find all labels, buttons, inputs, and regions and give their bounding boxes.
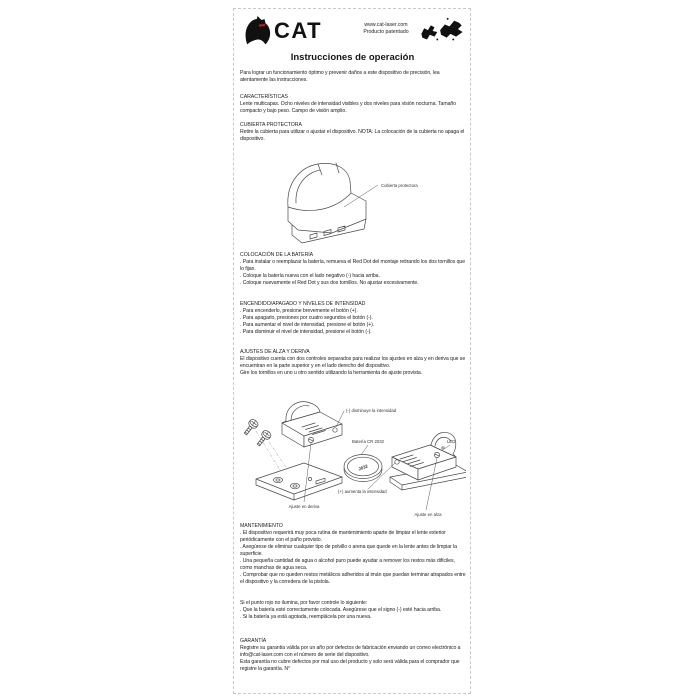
section-heading: AJUSTES DE ALZA Y DERIVA	[240, 349, 310, 355]
list-item: . Para instalar o reemplazar la batería, remueva el Red Dot del montaje retirando los dos tornillos que lo fijan.	[240, 259, 466, 272]
diagram-label-led: LED	[447, 439, 456, 444]
list-item: . Coloque nuevamente el Red Dot y sus dos tornillos. No ajustar excesivamente.	[240, 280, 419, 286]
diagram-label-increase: (+) aumenta la intensidad	[338, 489, 387, 494]
section-cubierta	[240, 122, 465, 143]
list-item: . Para aumentar el nivel de intensidad, presione el botón (+).	[240, 322, 375, 328]
intro-paragraph: Para lograr un funcionamiento óptimo y prevenir daños a este dispositivo de precisión, lea atentamente las instrucciones.	[240, 70, 440, 83]
section-heading: COLOCACIÓN DE LA BATERÍA	[240, 252, 314, 258]
diagram-label-cover: Cubierta protectora	[381, 183, 418, 188]
section-heading: MANTENIMIENTO	[240, 523, 283, 529]
list-item: . Para encenderlo, presione brevemente el botón (+).	[240, 308, 358, 314]
diagram-label-elevation: Ajuste en alza	[414, 512, 442, 517]
section-punto-rojo	[240, 600, 465, 621]
list-item: . Comprobar que no queden restos metálicos adheridos al imán que puedan terminar atrapados entre el dispositivo y la corredera de la pistola.	[240, 572, 466, 585]
section-body: Retire la cubierta para utilizar o ajustar el dispositivo. NOTA: La colocación de la cubierta no apaga el dispositivo.	[240, 129, 465, 142]
header	[240, 15, 465, 49]
section-heading: ENCENDIDO/APAGADO Y NIVELES DE INTENSIDAD	[240, 301, 366, 307]
diagram-label-windage: Ajuste en deriva	[288, 504, 320, 509]
section-garantia	[240, 638, 465, 673]
section-body: Lente multicapas. Ocho niveles de intensidad visibles y dos niveles para visión nocturna. Tamaño compacto y bajo peso. Campo de visión amplio.	[240, 101, 456, 114]
mount-base-drawing	[256, 463, 342, 500]
battery-engraving: 2032	[357, 463, 369, 472]
screw-icon	[255, 429, 272, 448]
exploded-view-diagram	[240, 391, 466, 519]
screw-icon	[242, 418, 259, 437]
list-item: . Si la batería ya está agotada, reemplácela por una nueva.	[240, 614, 372, 620]
list-item: . Coloque la batería nueva con el lado negativo (-) hacia arriba.	[240, 273, 380, 279]
section-bateria	[240, 252, 465, 287]
patent-note: Producto patentado	[363, 29, 409, 35]
brand-logo	[244, 16, 322, 46]
section-body: El dispositivo cuenta con dos controles separados para realizar los ajustes en alza y en deriva que se encuentran en la parte superior y en el lado derecho del dispositivo.	[240, 356, 466, 369]
device-cover-diagram	[240, 157, 466, 249]
section-caracteristicas	[240, 94, 465, 115]
website-url: www.cat-laser.com	[364, 22, 408, 28]
battery-drawing	[344, 455, 382, 482]
list-item: . Para apagarlo, presiones por cuatro segundos el botón (-).	[240, 315, 373, 321]
instruction-sheet	[233, 8, 471, 694]
list-item: . Que la batería esté correctamente colocada. Asegúrese que el signo (-) esté hacia arriba.	[240, 607, 442, 613]
list-item: . Para disminuir el nivel de intensidad, presione el botón (-).	[240, 329, 372, 335]
section-body: Registre su garantía válida por un año por defectos de fabricación enviando un correo electrónico a info@cat-laser.com con el número de serie del dispositivo.	[240, 645, 461, 658]
section-heading: CUBIERTA PROTECTORA	[240, 122, 302, 128]
troubleshooting-intro: Si el punto rojo no ilumina, por favor controle lo siguiente:	[240, 600, 368, 606]
section-heading: GARANTÍA	[240, 638, 267, 644]
cat-panther-icon	[244, 16, 271, 46]
diagram-label-battery: Batería CR 2032	[352, 439, 385, 444]
page-title: Instrucciones de operación	[290, 52, 415, 63]
list-item: . Asegúrese de eliminar cualquier tipo de polvillo o arena que quede en la lente antes de limpiar la superficie.	[240, 544, 457, 557]
section-mantenimiento	[240, 523, 465, 586]
section-body: Gire los tornillos en uno u otro sentido utilizando la herramienta de ajuste provista.	[240, 370, 422, 376]
section-ajustes	[240, 349, 465, 377]
falkland-islands-icon	[420, 16, 464, 46]
diagram-label-decrease: (-) disminuye la intensidad	[346, 408, 397, 413]
red-dot-unit-drawing	[282, 402, 342, 447]
list-item: . Una pequeña cantidad de agua o alcohol puro puede ayudar a remover los restos más difíciles, como manchas de agua seca.	[240, 558, 455, 571]
section-heading: CARACTERÍSTICAS	[240, 94, 288, 100]
section-body: Esta garantía no cubre defectos por mal uso del producto y solo será válida para el comprador que registre la garantía. N°	[240, 659, 460, 672]
brand-text: CAT	[274, 18, 323, 43]
section-encendido	[240, 301, 465, 336]
list-item: . El dispositivo requerirá muy poca rutina de mantenimiento aparte de limpiar el lente exterior periódicamente con el paño provisto.	[240, 530, 446, 543]
website-block	[354, 22, 418, 36]
